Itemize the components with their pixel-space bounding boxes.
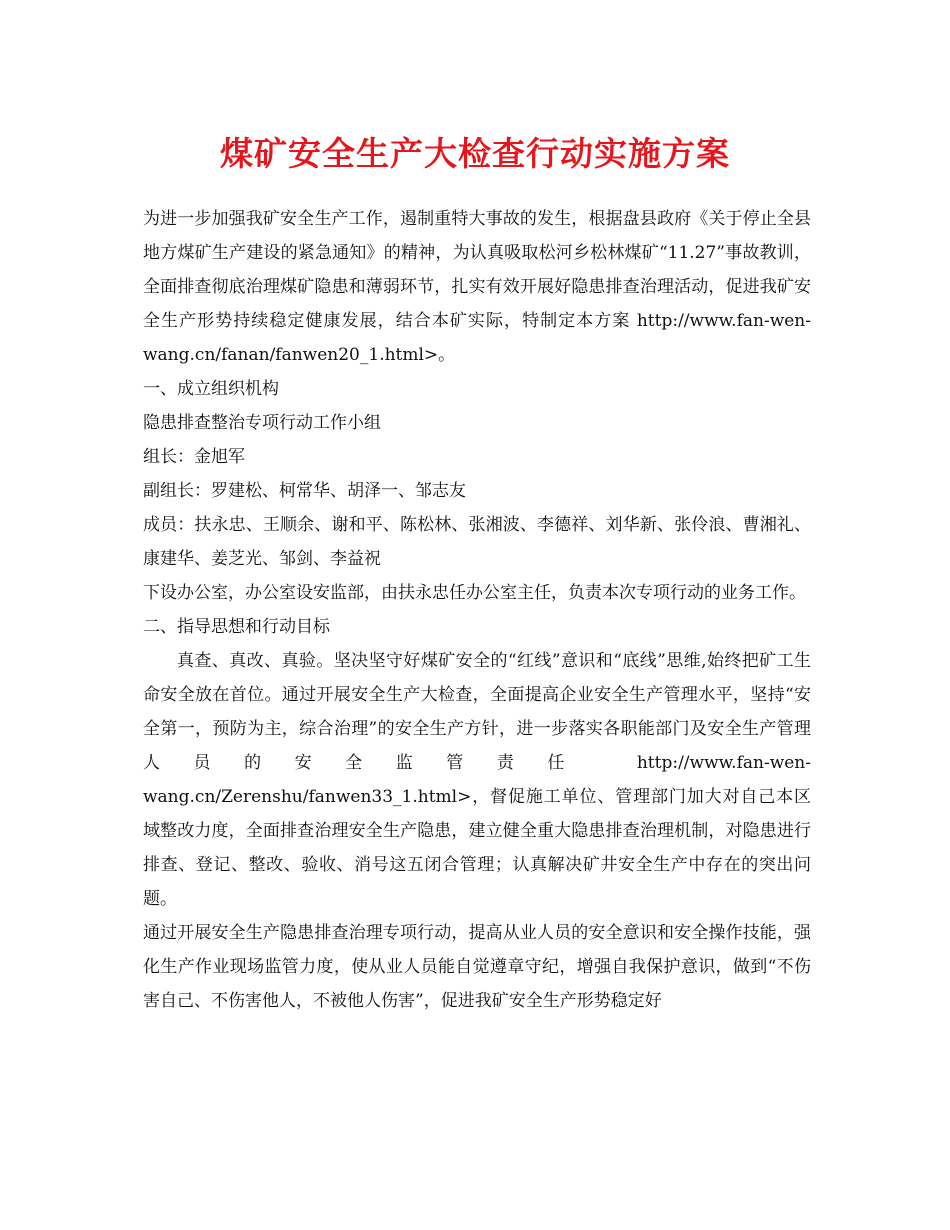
section-heading-2: 二、指导思想和行动目标	[143, 617, 330, 637]
paragraph-group-name: 隐患排查整治专项行动工作小组	[143, 413, 381, 433]
paragraph-deputy-leaders: 副组长：罗建松、柯常华、胡泽一、邹志友	[143, 481, 466, 501]
paragraph-leader: 组长：金旭军	[143, 447, 245, 467]
paragraph-intro: 为进一步加强我矿安全生产工作，遏制重特大事故的发生，根据盘县政府《关于停止全县地方煤矿生产建设的紧急通知》的精神，为认真吸取松河乡松林煤矿“11.27”事故教训，全面排查彻底治理煤矿隐患和薄弱环节，扎实有效开展好隐患排查治理活动，促进我矿安全生产形势持续稳定健康发展，结合本矿实际，特制定本方案 http://www.fan-wen-wang.cn/fanan/fanwen20_1.html>。	[143, 209, 811, 365]
paragraph-office: 下设办公室，办公室设安监部，由扶永忠任办公室主任，负责本次专项行动的业务工作。	[143, 583, 806, 603]
document-body	[143, 202, 811, 1018]
paragraph-guiding-thought: 真查、真改、真验。坚决坚守好煤矿安全的“红线”意识和“底线”思维,始终把矿工生命安全放在首位。通过开展安全生产大检查，全面提高企业安全生产管理水平，坚持“安全第一，预防为主，综合治理”的安全生产方针，进一步落实各职能部门及安全生产管理人员的安全监管责任 http://www.fan-wen-wang.cn/Zerenshu/fanwen33_1.html>，督促施工单位、管理部门加大对自己本区域整改力度，全面排查治理安全生产隐患，建立健全重大隐患排查治理机制，对隐患进行排查、登记、整改、验收、消号这五闭合管理；认真解决矿井安全生产中存在的突出问题。	[143, 651, 811, 909]
section-heading-1: 一、成立组织机构	[143, 379, 279, 399]
paragraph-members: 成员：扶永忠、王顺余、谢和平、陈松林、张湘波、李德祥、刘华新、张伶浪、曹湘礼、康建华、姜芝光、邹剑、李益祝	[143, 515, 811, 569]
paragraph-goals: 通过开展安全生产隐患排查治理专项行动，提高从业人员的安全意识和安全操作技能，强化生产作业现场监管力度，使从业人员能自觉遵章守纪，增强自我保护意识，做到“不伤害自己、不伤害他人，不被他人伤害”，促进我矿安全生产形势稳定好	[143, 923, 811, 1011]
document-title: 煤矿安全生产大检查行动实施方案	[220, 134, 730, 173]
